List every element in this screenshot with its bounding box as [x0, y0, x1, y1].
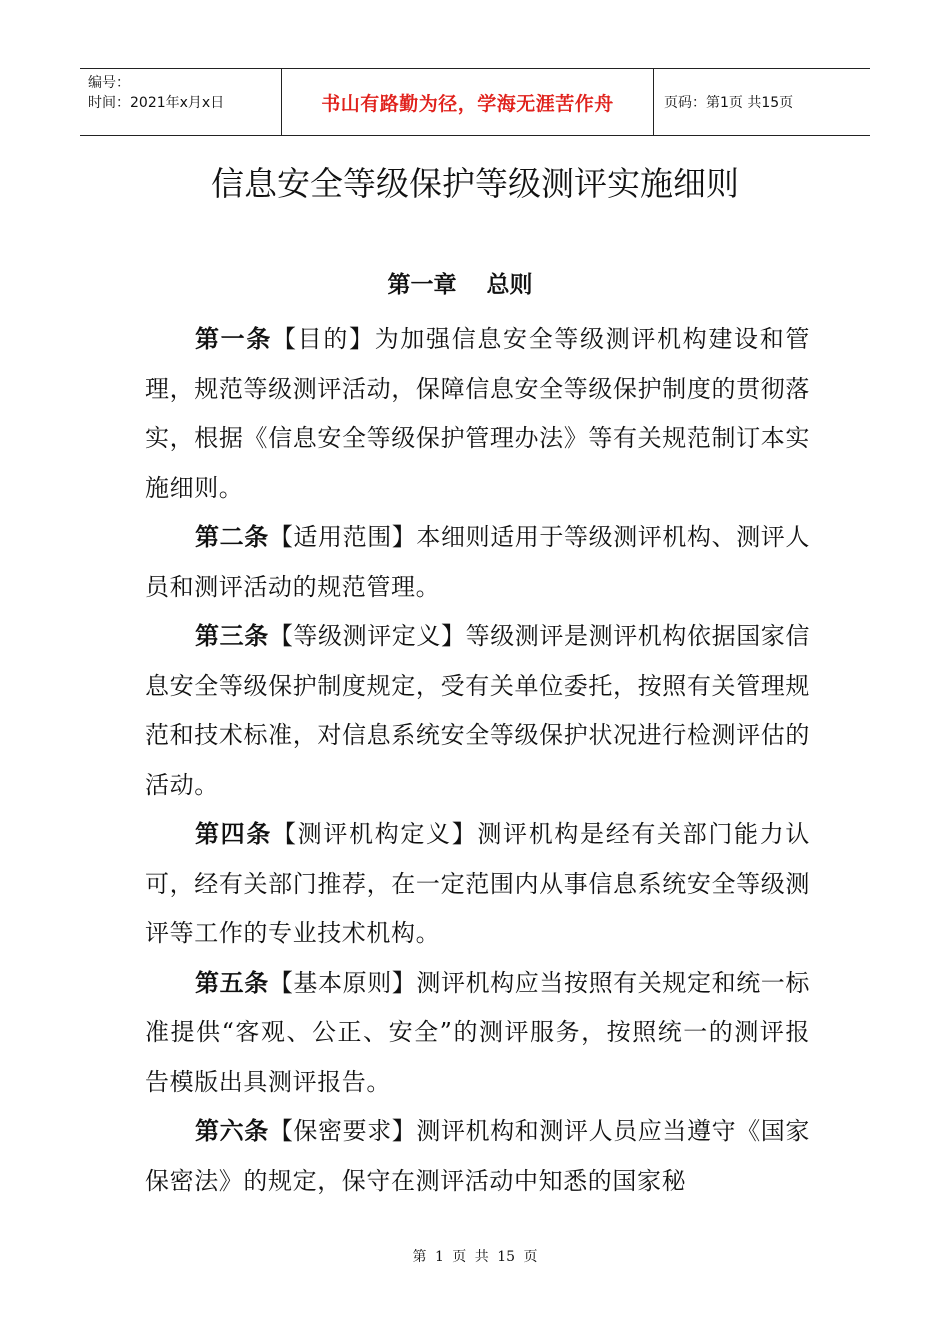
article-lead: 第二条 [195, 523, 269, 551]
article-4 [145, 810, 810, 959]
article-text: 【等级测评定义】等级测评是测评机构依据国家信息安全等级保护制度规定，受有关单位委托，按照有关管理规范和技术标准，对信息系统安全等级保护状况进行检测评估的活动。 [145, 622, 811, 799]
article-text: 【保密要求】测评机构和测评人员应当遵守《国家保密法》的规定，保守在测评活动中知悉的国家秘 [145, 1117, 811, 1195]
article-text: 【基本原则】测评机构应当按照有关规定和统一标准提供“客观、公正、安全”的测评服务，按照统一的测评报告模版出具测评报告。 [145, 968, 811, 1096]
document-title: 信息安全等级保护等级测评实施细则 [211, 164, 739, 203]
article-6 [145, 1107, 810, 1206]
article-lead: 第六条 [195, 1117, 269, 1145]
header-time-label: 时间：2021年x月x日 [88, 95, 225, 111]
page-footer: 第 1 页 共 15 页 [412, 1249, 538, 1265]
document-header [80, 68, 870, 136]
article-2 [145, 513, 810, 612]
chapter-name: 总则 [486, 272, 533, 298]
article-1 [145, 315, 810, 513]
document-body [145, 315, 810, 1206]
chapter-heading [0, 268, 920, 302]
article-text: 【目的】为加强信息安全等级测评机构建设和管理，规范等级测评活动，保障信息安全等级保护制度的贯彻落实，根据《信息安全等级保护管理办法》等有关规范制订本实施细则。 [145, 325, 810, 502]
article-lead: 第四条 [195, 820, 273, 848]
article-lead: 第五条 [195, 968, 269, 997]
article-text: 【适用范围】本细则适用于等级测评机构、测评人员和测评活动的规范管理。 [145, 523, 811, 601]
header-motto: 书山有路勤为径，学海无涯苦作舟 [282, 69, 654, 135]
article-3 [145, 612, 810, 810]
article-text: 【测评机构定义】测评机构是经有关部门能力认可，经有关部门推荐，在一定范围内从事信息系统安全等级测评等工作的专业技术机构。 [145, 820, 810, 947]
article-5 [145, 959, 810, 1108]
article-lead: 第三条 [195, 622, 269, 650]
header-number-label: 编号： [88, 75, 130, 91]
header-page-info: 页码：第1页 共15页 [664, 95, 794, 111]
chapter-label: 第一章 [387, 272, 457, 298]
header-meta-cell [80, 69, 282, 135]
article-lead: 第一条 [195, 325, 273, 353]
